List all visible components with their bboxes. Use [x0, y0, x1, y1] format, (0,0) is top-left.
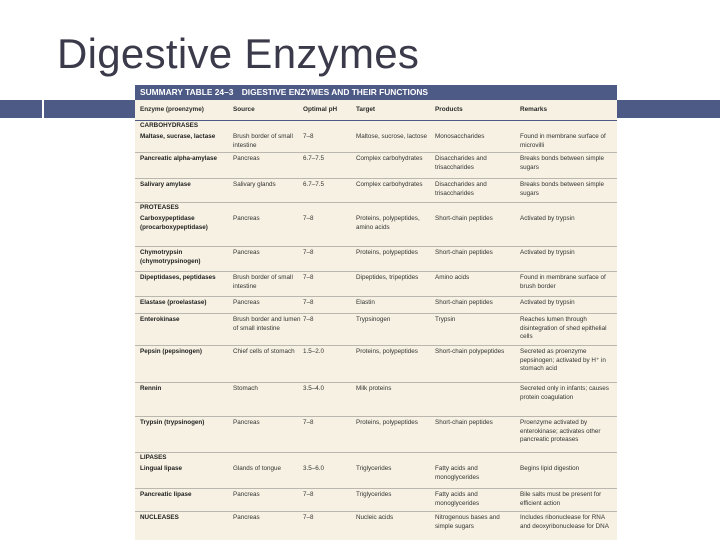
enzyme-name-cell: Elastase (proelastase) [140, 299, 207, 306]
enzyme-name-cell: Pepsin (pepsinogen) [140, 348, 202, 355]
table-cell: Proteins, polypeptides [356, 348, 418, 355]
table-cell: Activated by trypsin [520, 249, 575, 256]
enzyme-name-cell: Lingual lipase [140, 465, 182, 472]
table-cell: Short-chain peptides [435, 299, 493, 306]
table-cell: Trypsin [435, 316, 456, 323]
table-row [135, 383, 617, 417]
accent-bar-right [617, 100, 720, 118]
column-header: Optimal pH [303, 106, 338, 113]
table-cell: Short-chain peptides [435, 215, 493, 222]
table-cell: Pancreas [233, 491, 260, 498]
table-cell: Disaccharides and trisaccharides [435, 155, 487, 171]
enzyme-name-cell: Pancreatic lipase [140, 491, 192, 498]
table-cell: Salivary glands [233, 181, 276, 188]
table-header [135, 85, 617, 100]
table-cell: Maltose, sucrose, lactose [356, 133, 428, 140]
summary-table [135, 85, 617, 540]
table-cell: 6.7–7.5 [303, 181, 325, 188]
section-heading: LIPASES [140, 454, 167, 461]
table-cell: 7–8 [303, 249, 314, 256]
enzyme-name-cell: Pancreatic alpha-amylase [140, 155, 218, 162]
enzyme-name-cell: Salivary amylase [140, 181, 191, 188]
table-cell: Short-chain peptides [435, 419, 493, 426]
column-headers [135, 100, 617, 121]
table-cell: Dipeptides, tripeptides [356, 274, 419, 281]
table-row [135, 131, 617, 153]
enzyme-name-cell: Enterokinase [140, 316, 180, 323]
table-cell: Proteins, polypeptides [356, 249, 418, 256]
table-cell: Proenzyme activated by enterokinase; activates other pancreatic proteases [520, 419, 601, 444]
accent-bar-left [0, 100, 135, 118]
table-row [135, 489, 617, 512]
table-cell: Stomach [233, 385, 258, 392]
table-cell: Pancreas [233, 249, 260, 256]
table-cell: Breaks bonds between simple sugars [520, 155, 605, 171]
table-cell: Pancreas [233, 155, 260, 162]
table-cell: Nucleic acids [356, 514, 394, 521]
table-cell: 1.5–2.0 [303, 348, 325, 355]
table-cell: 7–8 [303, 491, 314, 498]
section-heading: CARBOHYDRASES [140, 122, 199, 129]
table-row [135, 247, 617, 272]
table-cell: Breaks bonds between simple sugars [520, 181, 605, 197]
table-cell: Brush border and lumen of small intestine [233, 316, 301, 332]
table-row [135, 297, 617, 314]
enzyme-name-cell: Rennin [140, 385, 162, 392]
table-cell: 7–8 [303, 316, 314, 323]
enzyme-name-cell: Trypsin (trypsinogen) [140, 419, 205, 426]
table-cell: Reaches lumen through disintegration of shed epithelial cells [520, 316, 607, 341]
enzyme-name-cell: Chymotrypsin (chymotrypsinogen) [140, 249, 201, 265]
table-row [135, 179, 617, 203]
table-row [135, 153, 617, 179]
table-cell: Found in membrane surface of brush border [520, 274, 606, 290]
table-cell: Elastin [356, 299, 375, 306]
table-cell: Milk proteins [356, 385, 392, 392]
table-cell: 3.5–6.0 [303, 465, 325, 472]
slide-title: Digestive Enzymes [57, 30, 420, 77]
enzyme-name-cell: NUCLEASES [140, 514, 179, 521]
section-heading: PROTEASES [140, 204, 179, 211]
table-cell: Secreted as proenzyme pepsinogen; activated by H⁺ in stomach acid [520, 348, 606, 373]
table-cell: Complex carbohydrates [356, 155, 423, 162]
table-cell: Triglycerides [356, 491, 392, 498]
table-cell: Bile salts must be present for efficient action [520, 491, 602, 507]
table-cell: Disaccharides and trisaccharides [435, 181, 487, 197]
table-cell: Activated by trypsin [520, 299, 575, 306]
table-row [135, 314, 617, 346]
table-cell: Monosaccharides [435, 133, 485, 140]
column-header: Remarks [520, 106, 548, 113]
column-header: Source [233, 106, 255, 113]
table-cell: Amino acids [435, 274, 470, 281]
table-cell: Complex carbohydrates [356, 181, 423, 188]
table-cell: Activated by trypsin [520, 215, 575, 222]
table-row [135, 417, 617, 453]
table-cell: 7–8 [303, 514, 314, 521]
table-cell: 7–8 [303, 133, 314, 140]
table-cell: Found in membrane surface of microvilli [520, 133, 606, 149]
table-cell: Chief cells of stomach [233, 348, 295, 355]
table-cell: Begins lipid digestion [520, 465, 580, 472]
table-cell: 7–8 [303, 274, 314, 281]
table-cell: Pancreas [233, 514, 260, 521]
accent-divider [42, 100, 44, 118]
table-cell: Brush border of small intestine [233, 133, 293, 149]
enzyme-name-cell: Dipeptidases, peptidases [140, 274, 216, 281]
table-cell: Glands of tongue [233, 465, 281, 472]
table-row [135, 272, 617, 297]
column-header: Target [356, 106, 376, 113]
table-cell: 6.7–7.5 [303, 155, 325, 162]
table-row [135, 213, 617, 247]
table-number: SUMMARY TABLE 24–3 [140, 87, 234, 97]
table-cell: Triglycerides [356, 465, 392, 472]
table-cell: Proteins, polypeptides [356, 419, 418, 426]
column-header: Products [435, 106, 463, 113]
table-cell: 7–8 [303, 215, 314, 222]
table-title: DIGESTIVE ENZYMES AND THEIR FUNCTIONS [241, 87, 428, 97]
table-cell: Includes ribonuclease for RNA and deoxyribonuclease for DNA [520, 514, 609, 530]
enzyme-name-cell: Carboxypeptidase (procarboxypeptidase) [140, 215, 208, 231]
table-cell: Trypsinogen [356, 316, 391, 323]
table-row [135, 463, 617, 489]
table-cell: Secreted only in infants; causes protein coagulation [520, 385, 609, 401]
table-cell: Pancreas [233, 419, 260, 426]
column-header: Enzyme (proenzyme) [140, 106, 204, 113]
table-cell: Fatty acids and monoglycerides [435, 465, 480, 481]
table-cell: 3.5–4.0 [303, 385, 325, 392]
table-cell: 7–8 [303, 419, 314, 426]
enzyme-name-cell: Maltase, sucrase, lactase [140, 133, 216, 140]
table-cell: Pancreas [233, 215, 260, 222]
table-cell: Fatty acids and monoglycerides [435, 491, 480, 507]
table-cell: Short-chain polypeptides [435, 348, 505, 355]
table-cell: Pancreas [233, 299, 260, 306]
table-cell: Brush border of small intestine [233, 274, 293, 290]
table-body [135, 121, 617, 540]
table-cell: Short-chain peptides [435, 249, 493, 256]
table-cell: Nitrogenous bases and simple sugars [435, 514, 500, 530]
table-row [135, 346, 617, 383]
table-cell: Proteins, polypeptides, amino acids [356, 215, 420, 231]
table-cell: 7–8 [303, 299, 314, 306]
table-row [135, 512, 617, 540]
